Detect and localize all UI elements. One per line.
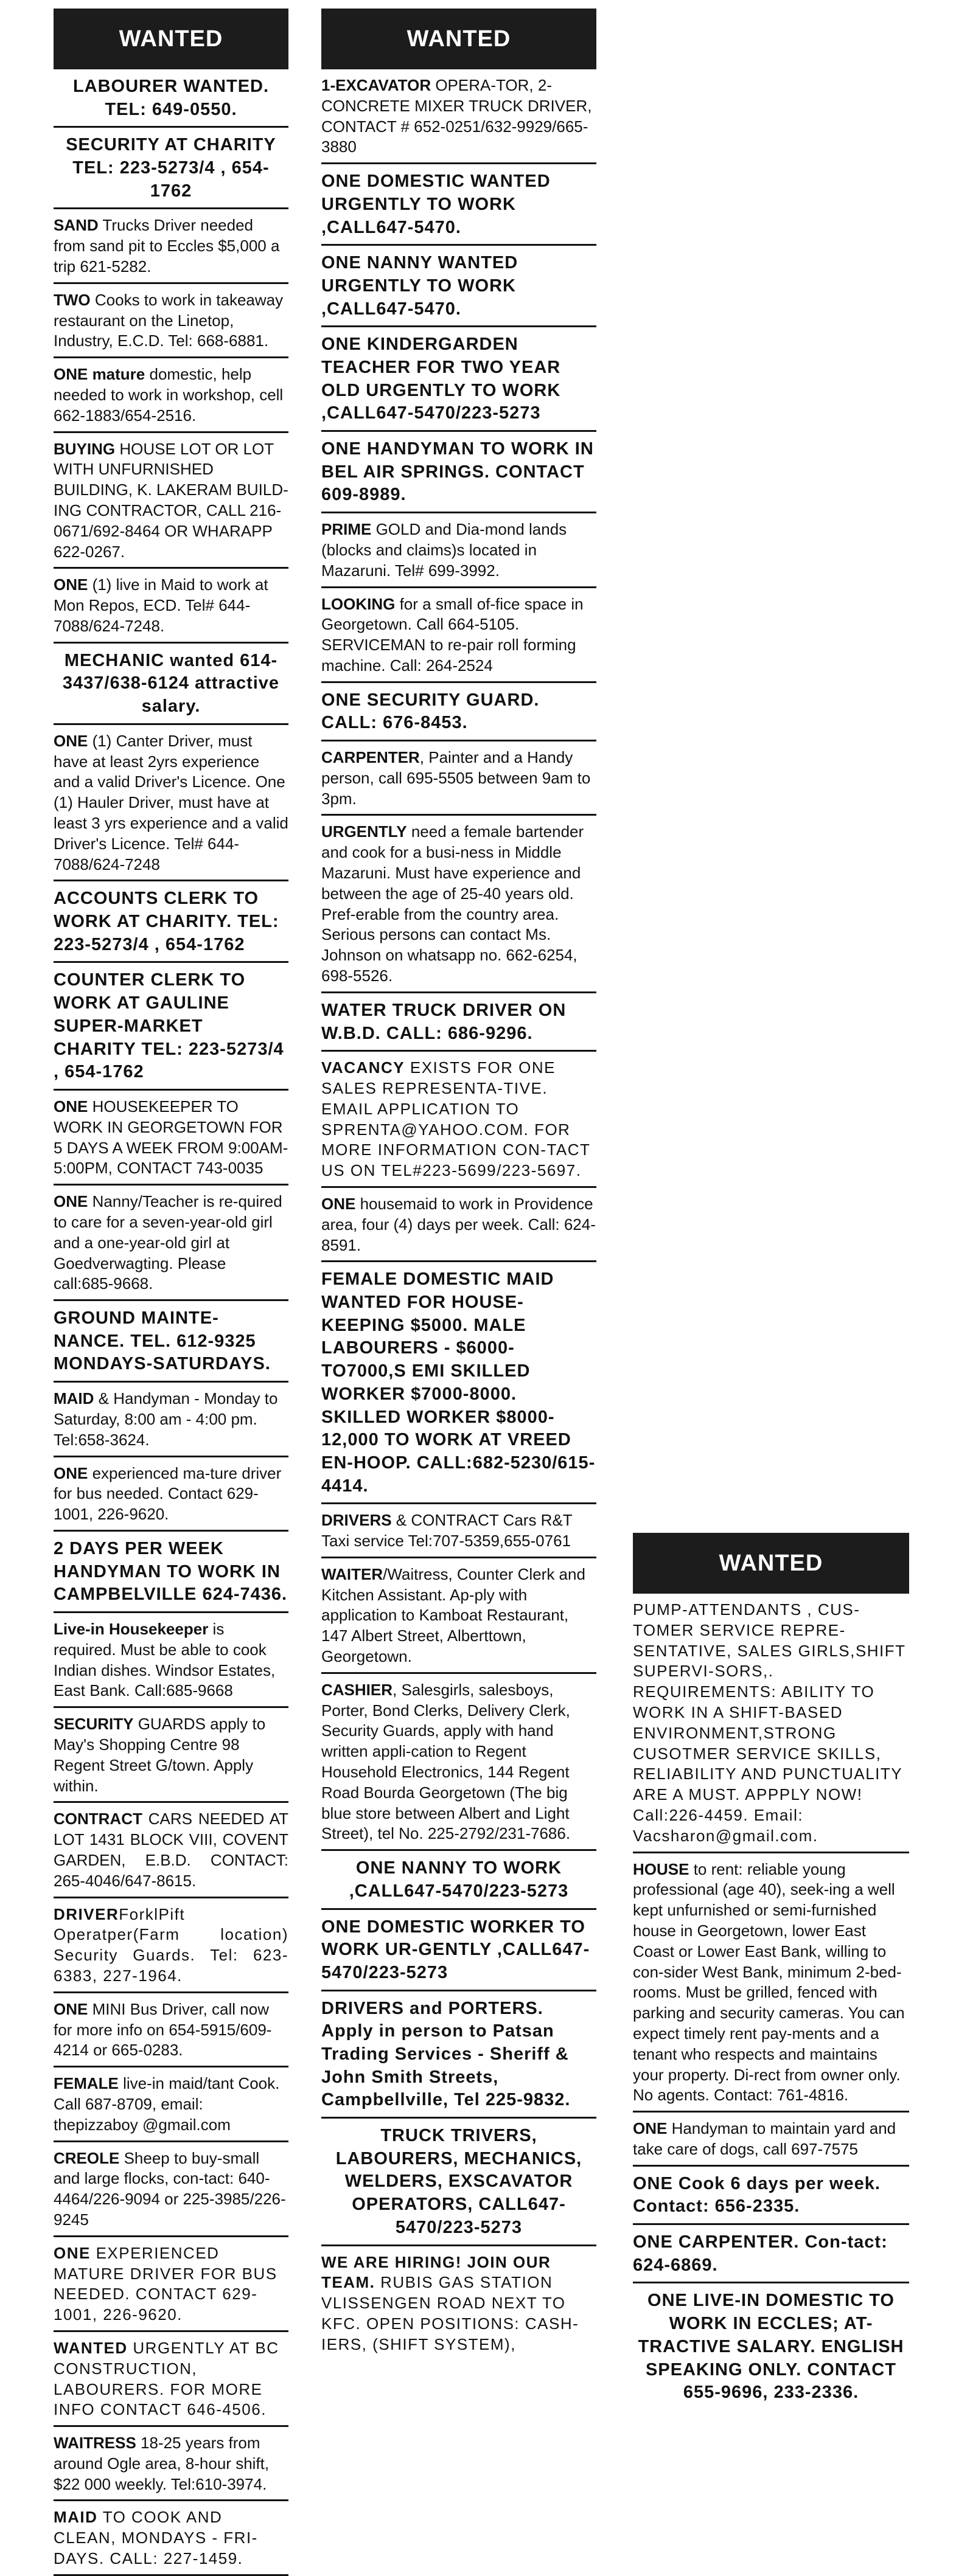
classified-ad — [321, 2119, 596, 2246]
ad-text: DRIVERS and PORTERS. Apply in person to Patsan Trading Services - Sheriff & John Smith Streets, Campbellville, Tel 225-9832. — [321, 1998, 571, 2110]
ad-text: ACCOUNTS CLERK TO WORK AT CHARITY. TEL: 223-5273/4 , 654-1762 — [54, 889, 279, 954]
ad-text: (1) live in Maid to work at Mon Repos, ECD. Tel# 644-7088/624-7248. — [54, 575, 268, 635]
ad-lead: FEMALE — [54, 2074, 119, 2093]
classified-ad — [54, 1186, 288, 1301]
classified-ad — [54, 209, 288, 283]
classified-ad — [321, 1674, 596, 1851]
ad-lead: ONE — [54, 1097, 88, 1116]
ad-text: LABOURER WANTED. TEL: 649-0550. — [72, 77, 270, 119]
ad-text: live-in maid/tant Cook. Call 687-8709, email: thepizzaboy @gmail.com — [54, 2074, 280, 2134]
classifieds-column-1 — [54, 9, 288, 2576]
ad-text: need a female bartender and cook for a busi-ness in Middle Mazaruni. Must have experience and between the age of 25-40 years old. Pref-erable from the country area. Serious persons can contact Ms. Johnson on whatsapp no. 662-6254, 698-5526. — [321, 822, 584, 985]
ad-text: domestic, help needed to work in workshop, cell 662-1883/654-2516. — [54, 365, 284, 425]
ad-lead: ONE — [54, 2243, 91, 2262]
ad-lead: WAITER — [321, 1564, 383, 1583]
ad-text: TO COOK AND CLEAN, MONDAYS - FRI-DAYS. CALL: 227-1459. — [54, 2508, 258, 2568]
ad-text: to rent: reliable young professional (age 40), seek-ing a well kept unfurnished or semi-furnished house in Georgetown, lower East Coast or Lower East Bank, willing to con-sider West Bank, minimum 2-bed-rooms. Must be grilled, fenced with parking and security cameras. You can expect timely rent pay-ments and a tenant who respects and maintains your property. Di-rect from owner only. No agents. Contact: 761-4816. — [633, 1859, 905, 2105]
classifieds-column-2 — [321, 9, 596, 2360]
ad-lead: PRIME — [321, 520, 372, 539]
ad-lead: DRIVER — [54, 1904, 119, 1923]
ad-text: CARS NEEDED AT LOT 1431 BLOCK VIII, COVENT GARDEN, E.B.D. CONTACT: 265-4046/647-8615. — [54, 1810, 288, 1890]
classified-ad — [633, 2283, 909, 2409]
ad-text: ONE Cook 6 days per week. Contact: 656-2335. — [633, 2173, 881, 2217]
ad-lead: CARPENTER — [321, 748, 420, 767]
section-header: WANTED — [633, 1533, 909, 1594]
ad-lead: CREOLE — [54, 2148, 120, 2167]
ad-text: Handyman to maintain yard and take care of dogs, call 697-7575 — [633, 2119, 896, 2158]
classified-ad — [321, 1188, 596, 1262]
ad-lead: SECURITY — [54, 1715, 134, 1734]
classified-ad — [54, 881, 288, 963]
classified-ad — [321, 1851, 596, 1909]
ad-lead: TWO — [54, 290, 91, 309]
classified-ad — [54, 1457, 288, 1532]
classified-ad — [321, 993, 596, 1052]
ad-text: MECHANIC wanted 614-3437/638-6124 attractive salary. — [62, 650, 280, 717]
classified-ad — [321, 164, 596, 246]
ad-text: GUARDS apply to May's Shopping Centre 98 Regent Street G/town. Apply within. — [54, 1715, 266, 1795]
ad-text: , Painter and a Handy person, call 695-5505 between 9am to 3pm. — [321, 748, 591, 808]
classified-ad — [54, 1383, 288, 1457]
classified-ad — [321, 513, 596, 588]
ad-text: MINI Bus Driver, call now for more info on 654-5915/609-4214 or 665-0283. — [54, 1999, 272, 2060]
ad-lead: ONE — [54, 1463, 88, 1482]
ad-text: GOLD and Dia-mond lands (blocks and claims)s located in Mazaruni. Tel# 699-3992. — [321, 520, 567, 580]
ad-text: for a small of-fice space in Georgetown. Call 664-5105. SERVICEMAN to re-pair roll forming machine. Call: 264-2524 — [321, 594, 584, 675]
ad-text: EXPERIENCED MATURE DRIVER FOR BUS NEEDED. CONTACT 629-1001, 226-9620. — [54, 2243, 277, 2324]
classified-ad — [321, 246, 596, 327]
classified-ad — [321, 1052, 596, 1188]
ad-text: is required. Must be able to cook Indian dishes. Windsor Estates, East Bank. Call:685-9668 — [54, 1620, 276, 1700]
classified-ad — [54, 1091, 288, 1186]
classified-ad — [54, 2332, 288, 2427]
classified-ad — [54, 2067, 288, 2142]
classified-ad — [54, 1993, 288, 2067]
ad-text: TRUCK TRIVERS, LABOURERS, MECHANICS, WELDERS, EXSCAVATOR OPERATORS, CALL647-5470/223-5273 — [335, 2126, 582, 2237]
classified-ad — [54, 2501, 288, 2575]
classified-ad — [54, 2237, 288, 2332]
ad-lead: URGENTLY — [321, 822, 407, 841]
ad-text: ONE KINDERGARDEN TEACHER FOR TWO YEAR OLD URGENTLY TO WORK ,CALL647-5470/223-5273 — [321, 335, 561, 423]
section-header: WANTED — [54, 9, 288, 69]
classified-ad — [54, 128, 288, 209]
ad-text: HOUSEKEEPER TO WORK IN GEORGETOWN FOR 5 DAYS A WEEK FROM 9:00AM-5:00PM, CONTACT 743-0035 — [54, 1097, 288, 1178]
ads-list — [633, 1594, 909, 2409]
ad-lead: ONE — [54, 1999, 88, 2018]
ads-list — [54, 69, 288, 2576]
ad-text: (1) Canter Driver, must have at least 2yrs experience and a valid Driver's Licence. One (1) Hauler Driver, must have at least 3 yrs experience and a valid Driver's Licence. Tel# 644-7088/624-7248 — [54, 731, 288, 873]
ad-text: WATER TRUCK DRIVER ON W.B.D. CALL: 686-9296. — [321, 1000, 567, 1043]
ad-text: URGENTLY AT BC CONSTRUCTION, LABOURERS. FOR MORE INFO CONTACT 646-4506. — [54, 2338, 279, 2419]
ad-lead: CASHIER — [321, 1680, 393, 1699]
ad-lead: ONE — [54, 1192, 88, 1211]
ad-text: , Salesgirls, salesboys, Porter, Bond Clerks, Delivery Clerk, Security Guards, apply with hand written appli-cation to Regent Household Electronics, 144 Regent Road Bourda Georgetown (The big blue store between Albert and Light Street), tel No. 225-2792/231-7686. — [321, 1680, 571, 1843]
classified-ad — [321, 1504, 596, 1558]
ad-text: ForklPift Operatper(Farm location) Security Guards. Tel: 623-6383, 227-1964. — [54, 1904, 288, 1985]
ad-text: /Waitress, Counter Clerk and Kitchen Assistant. Ap-ply with application to Kamboat Restaurant, 147 Albert Street, Alberttown, Georgetown. — [321, 1564, 585, 1666]
classified-ad — [321, 1910, 596, 1991]
ad-text: Trucks Driver needed from sand pit to Eccles $5,000 a trip 621-5282. — [54, 216, 280, 276]
classified-ad — [321, 683, 596, 741]
ad-lead: MAID — [54, 1389, 94, 1408]
ad-lead: LOOKING — [321, 594, 396, 613]
classified-ad — [54, 1708, 288, 1803]
ad-lead: 1-EXCAVATOR — [321, 76, 431, 94]
classified-ad — [54, 1613, 288, 1708]
ads-list — [321, 69, 596, 2360]
classified-ad — [54, 284, 288, 358]
ad-lead: WE ARE HIRING! JOIN OUR TEAM. — [321, 2252, 551, 2292]
classified-ad — [321, 432, 596, 513]
ad-lead: ONE — [633, 2119, 668, 2138]
ad-lead: WANTED — [54, 2338, 128, 2357]
ad-text: Sheep to buy-small and large flocks, con-tact: 640-4464/226-9094 or 225-3985/226-9245 — [54, 2148, 286, 2229]
classified-ad — [54, 358, 288, 432]
ad-text: EXISTS FOR ONE SALES REPRESENTA-TIVE. EMAIL APPLICATION TO SPRENTA@YAHOO.COM. FOR MORE INFORMATION CON-TACT US ON TEL#223-5699/223-5697. — [321, 1058, 590, 1180]
ad-text: ONE NANNY WANTED URGENTLY TO WORK ,CALL647-5470. — [321, 253, 518, 319]
ad-text: HOUSE LOT OR LOT WITH UNFURNISHED BUILDING, K. LAKERAM BUILD-ING CONTRACTOR, CALL 216-0671/692-8464 OR WHARAPP 622-0267. — [54, 439, 288, 561]
classified-ad — [321, 2246, 596, 2360]
classified-ad — [54, 1898, 288, 1993]
ad-lead: HOUSE — [633, 1859, 689, 1878]
ad-text: COUNTER CLERK TO WORK AT GAULINE SUPER-MARKET CHARITY TEL: 223-5273/4 , 654-1762 — [54, 970, 284, 1082]
classified-ad — [321, 1991, 596, 2119]
classified-ad — [54, 725, 288, 882]
ad-text: ONE CARPENTER. Con-tact: 624-6869. — [633, 2232, 888, 2275]
ad-lead: VACANCY — [321, 1058, 405, 1077]
classified-ad — [54, 1301, 288, 1383]
classified-ad — [54, 69, 288, 128]
ad-lead: ONE — [321, 1195, 356, 1213]
ad-text: housemaid to work in Providence area, four (4) days per week. Call: 624-8591. — [321, 1195, 596, 1254]
ad-text: PUMP-ATTENDANTS , CUS-TOMER SERVICE REPRE-SENTATIVE, SALES GIRLS,SHIFT SUPERVI-SORS,. REQUIREMENTS: ABILITY TO WORK IN A SHIFT-BASED ENVIRONMENT,STRONG CUSOTMER SERVICE SKILLS, RELIABILITY AND PUNCTUALITY ARE A MUST. APPPLY NOW! Call:226-4459. Email: Vacsharon@gmail.com. — [633, 1600, 905, 1845]
classified-ad — [54, 569, 288, 643]
ad-lead: WAITRESS — [54, 2434, 136, 2453]
ad-text: ONE DOMESTIC WANTED URGENTLY TO WORK ,CALL647-5470. — [321, 172, 551, 237]
ad-text: ONE DOMESTIC WORKER TO WORK UR-GENTLY ,CALL647-5470/223-5273 — [321, 1917, 590, 1982]
ad-text: RUBIS GAS STATION VLISSENGEN ROAD NEXT TO KFC. OPEN POSITIONS: CASH-IERS, (SHIFT SYSTEM), — [321, 2273, 579, 2353]
ad-text: ONE LIVE-IN DOMESTIC TO WORK IN ECCLES; AT-TRACTIVE SALARY. ENGLISH SPEAKING ONLY. CONTACT 655-9696, 233-2336. — [638, 2291, 904, 2403]
classified-ad — [633, 2167, 909, 2225]
ad-text: experienced ma-ture driver for bus needed. Contact 629-1001, 226-9620. — [54, 1463, 282, 1524]
ad-text: Nanny/Teacher is re-quired to care for a seven-year-old girl and a one-year-old girl at Goedverwagting. Please call:685-9668. — [54, 1192, 282, 1293]
ad-text: 2 DAYS PER WEEK HANDYMAN TO WORK IN CAMPBELVILLE 624-7436. — [54, 1538, 288, 1605]
classified-ad — [54, 644, 288, 725]
ad-lead: DRIVERS — [321, 1511, 392, 1530]
classified-ad — [54, 1532, 288, 1613]
classified-ad — [321, 588, 596, 683]
classified-ad — [54, 963, 288, 1090]
classified-ad — [321, 69, 596, 164]
ad-lead: SAND — [54, 216, 99, 235]
ad-lead: ONE — [54, 731, 88, 750]
classified-ad — [321, 1262, 596, 1504]
ad-lead: MAID — [54, 2508, 98, 2527]
ad-lead: BUYING — [54, 439, 116, 458]
classified-ad — [54, 2142, 288, 2237]
ad-lead: Live-in Housekeeper — [54, 1620, 209, 1638]
classified-ad — [321, 327, 596, 432]
ad-text: & CONTRACT Cars R&T Taxi service Tel:707-5359,655-0761 — [321, 1511, 573, 1550]
classified-ad — [633, 2225, 909, 2283]
classified-ad — [321, 741, 596, 816]
ad-text: SECURITY AT CHARITY TEL: 223-5273/4 , 654-1762 — [66, 135, 276, 201]
ad-text: FEMALE DOMESTIC MAID WANTED FOR HOUSE-KEEPING $5000. MALE LABOURERS - $6000-TO7000,S EMI SKILLED WORKER $7000-8000. SKILLED WORKER $8000-12,000 TO WORK AT VREED EN-HOOP. CALL:682-5230/615-4414. — [321, 1269, 596, 1496]
classified-ad — [633, 1853, 909, 2113]
classifieds-column-3 — [633, 1533, 909, 2409]
classified-ad — [633, 1594, 909, 1853]
section-header: WANTED — [321, 9, 596, 69]
classified-ad — [54, 1803, 288, 1898]
classified-ad — [321, 1558, 596, 1674]
ad-text: ONE NANNY TO WORK ,CALL647-5470/223-5273 — [349, 1858, 569, 1901]
ad-text: & Handyman - Monday to Saturday, 8:00 am - 4:00 pm. Tel:658-3624. — [54, 1389, 278, 1449]
ad-text: GROUND MAINTE-NANCE. TEL. 612-9325 MONDAYS-SATURDAYS. — [54, 1308, 271, 1374]
ad-text: ONE HANDYMAN TO WORK IN BEL AIR SPRINGS. CONTACT 609-8989. — [321, 439, 594, 505]
ad-text: Cooks to work in takeaway restaurant on the Linetop, Industry, E.C.D. Tel: 668-6881. — [54, 290, 284, 350]
ad-text: OPERA-TOR, 2- CONCRETE MIXER TRUCK DRIVER, CONTACT # 652-0251/632-9929/665-3880 — [321, 76, 592, 156]
classified-ad — [54, 2427, 288, 2501]
ad-lead: ONE mature — [54, 365, 145, 384]
classified-ad — [321, 816, 596, 993]
ad-text: ONE SECURITY GUARD. CALL: 676-8453. — [321, 690, 540, 733]
ad-lead: CONTRACT — [54, 1810, 142, 1828]
classified-ad — [54, 433, 288, 569]
ad-lead: ONE — [54, 575, 88, 594]
ad-text: 18-25 years from around Ogle area, 8-hour shift, $22 000 weekly. Tel:610-3974. — [54, 2434, 270, 2493]
classified-ad — [633, 2113, 909, 2167]
